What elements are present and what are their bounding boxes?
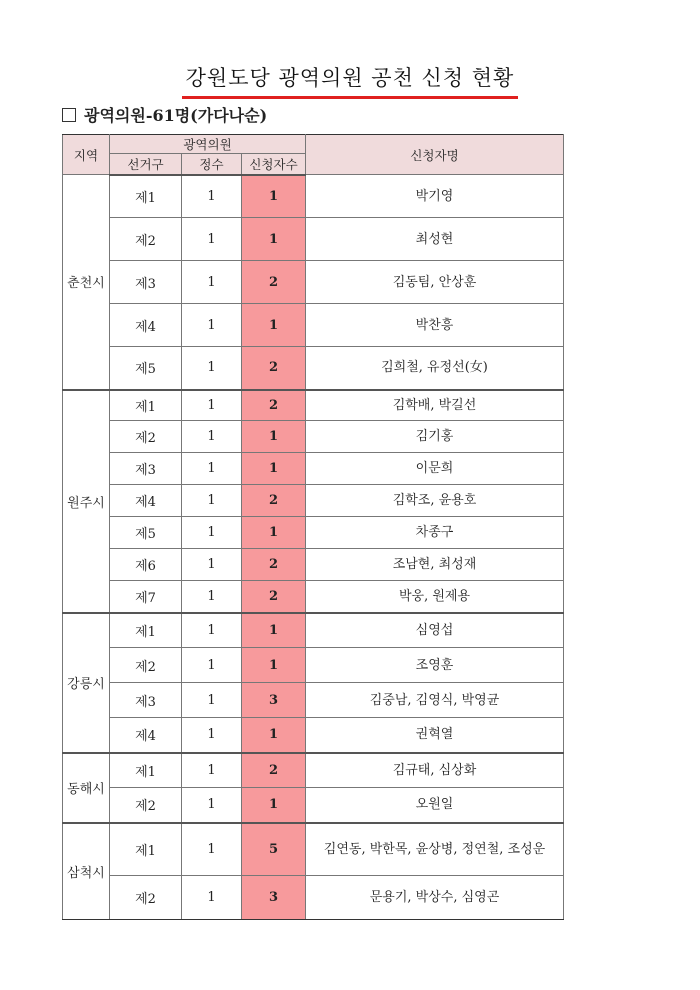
applicants-count-cell: 2 xyxy=(242,390,306,421)
applicants-table xyxy=(62,134,564,920)
district-cell: 제2 xyxy=(110,876,182,920)
region-cell: 춘천시 xyxy=(63,175,110,390)
district-cell: 제1 xyxy=(110,613,182,648)
table-row xyxy=(63,421,564,453)
page-title: 강원도당 광역의원 공천 신청 현황 xyxy=(182,62,519,99)
applicant-names-cell: 김학조, 윤용호 xyxy=(306,485,564,517)
table-row xyxy=(63,718,564,753)
seats-cell: 1 xyxy=(182,648,242,683)
applicant-names-cell: 김규태, 심상화 xyxy=(306,753,564,788)
applicants-count-cell: 2 xyxy=(242,347,306,390)
applicants-count-cell: 3 xyxy=(242,683,306,718)
seats-cell: 1 xyxy=(182,517,242,549)
district-cell: 제3 xyxy=(110,453,182,485)
applicants-count-cell: 1 xyxy=(242,304,306,347)
applicants-count-cell: 3 xyxy=(242,876,306,920)
region-cell: 원주시 xyxy=(63,390,110,613)
applicant-names-cell: 이문희 xyxy=(306,453,564,485)
district-cell: 제6 xyxy=(110,549,182,581)
seats-cell: 1 xyxy=(182,876,242,920)
district-cell: 제4 xyxy=(110,304,182,347)
region-cell: 동해시 xyxy=(63,753,110,823)
applicants-count-cell: 2 xyxy=(242,581,306,613)
header-group: 광역의원 xyxy=(110,135,306,154)
applicant-names-cell: 김학배, 박길선 xyxy=(306,390,564,421)
applicants-count-cell: 1 xyxy=(242,175,306,218)
applicants-count-cell: 1 xyxy=(242,648,306,683)
district-cell: 제2 xyxy=(110,421,182,453)
seats-cell: 1 xyxy=(182,261,242,304)
region-cell: 강릉시 xyxy=(63,613,110,753)
applicant-names-cell: 심영섭 xyxy=(306,613,564,648)
seats-cell: 1 xyxy=(182,390,242,421)
table-row xyxy=(63,304,564,347)
applicant-names-cell: 김동팀, 안상훈 xyxy=(306,261,564,304)
district-cell: 제3 xyxy=(110,261,182,304)
applicants-count-cell: 5 xyxy=(242,823,306,876)
district-cell: 제4 xyxy=(110,718,182,753)
checkbox-square-icon xyxy=(62,108,76,122)
seats-cell: 1 xyxy=(182,718,242,753)
applicant-names-cell: 박웅, 원제용 xyxy=(306,581,564,613)
applicants-count-cell: 2 xyxy=(242,485,306,517)
applicants-count-cell: 1 xyxy=(242,718,306,753)
seats-cell: 1 xyxy=(182,175,242,218)
district-cell: 제1 xyxy=(110,753,182,788)
table-row xyxy=(63,788,564,823)
applicants-count-cell: 2 xyxy=(242,753,306,788)
seats-cell: 1 xyxy=(182,347,242,390)
applicant-names-cell: 문용기, 박상수, 심영곤 xyxy=(306,876,564,920)
seats-cell: 1 xyxy=(182,581,242,613)
table-row xyxy=(63,581,564,613)
header-district: 선거구 xyxy=(110,154,182,175)
table-row xyxy=(63,823,564,876)
district-cell: 제2 xyxy=(110,788,182,823)
header-names: 신청자명 xyxy=(306,135,564,175)
subtitle-text: 광역의원-61명(가다나순) xyxy=(84,106,268,125)
seats-cell: 1 xyxy=(182,823,242,876)
seats-cell: 1 xyxy=(182,683,242,718)
seats-cell: 1 xyxy=(182,218,242,261)
table-row xyxy=(63,648,564,683)
district-cell: 제1 xyxy=(110,390,182,421)
table-row xyxy=(63,549,564,581)
table-row xyxy=(63,753,564,788)
seats-cell: 1 xyxy=(182,485,242,517)
district-cell: 제2 xyxy=(110,218,182,261)
table-body xyxy=(63,175,564,920)
applicant-names-cell: 조영훈 xyxy=(306,648,564,683)
applicants-count-cell: 1 xyxy=(242,517,306,549)
seats-cell: 1 xyxy=(182,421,242,453)
applicants-count-cell: 1 xyxy=(242,421,306,453)
applicants-count-cell: 2 xyxy=(242,261,306,304)
applicant-names-cell: 오원일 xyxy=(306,788,564,823)
table-row xyxy=(63,218,564,261)
header-applicants: 신청자수 xyxy=(242,154,306,175)
header-region: 지역 xyxy=(63,135,110,175)
table-row xyxy=(63,175,564,218)
applicant-names-cell: 권혁열 xyxy=(306,718,564,753)
applicants-count-cell: 1 xyxy=(242,218,306,261)
region-cell: 삼척시 xyxy=(63,823,110,920)
district-cell: 제7 xyxy=(110,581,182,613)
table-row xyxy=(63,485,564,517)
applicant-names-cell: 김중남, 김영식, 박영균 xyxy=(306,683,564,718)
district-cell: 제3 xyxy=(110,683,182,718)
table-row xyxy=(63,347,564,390)
applicant-names-cell: 박찬흥 xyxy=(306,304,564,347)
district-cell: 제1 xyxy=(110,823,182,876)
header-seats: 정수 xyxy=(182,154,242,175)
district-cell: 제1 xyxy=(110,175,182,218)
district-cell: 제4 xyxy=(110,485,182,517)
table-row xyxy=(63,683,564,718)
district-cell: 제5 xyxy=(110,347,182,390)
applicant-names-cell: 김희철, 유정선(女) xyxy=(306,347,564,390)
table-row xyxy=(63,876,564,920)
applicant-names-cell: 김기홍 xyxy=(306,421,564,453)
section-subtitle xyxy=(62,103,267,126)
seats-cell: 1 xyxy=(182,453,242,485)
seats-cell: 1 xyxy=(182,304,242,347)
district-cell: 제5 xyxy=(110,517,182,549)
seats-cell: 1 xyxy=(182,753,242,788)
table-row xyxy=(63,613,564,648)
table-row xyxy=(63,453,564,485)
table-row xyxy=(63,390,564,421)
district-cell: 제2 xyxy=(110,648,182,683)
seats-cell: 1 xyxy=(182,549,242,581)
applicants-count-cell: 1 xyxy=(242,788,306,823)
applicant-names-cell: 김연동, 박한목, 윤상병, 정연철, 조성운 xyxy=(306,823,564,876)
applicants-count-cell: 1 xyxy=(242,453,306,485)
applicant-names-cell: 박기영 xyxy=(306,175,564,218)
seats-cell: 1 xyxy=(182,613,242,648)
table-row xyxy=(63,261,564,304)
table-row xyxy=(63,517,564,549)
seats-cell: 1 xyxy=(182,788,242,823)
applicant-names-cell: 최성현 xyxy=(306,218,564,261)
applicant-names-cell: 차종구 xyxy=(306,517,564,549)
applicants-count-cell: 2 xyxy=(242,549,306,581)
applicant-names-cell: 조남현, 최성재 xyxy=(306,549,564,581)
applicants-count-cell: 1 xyxy=(242,613,306,648)
